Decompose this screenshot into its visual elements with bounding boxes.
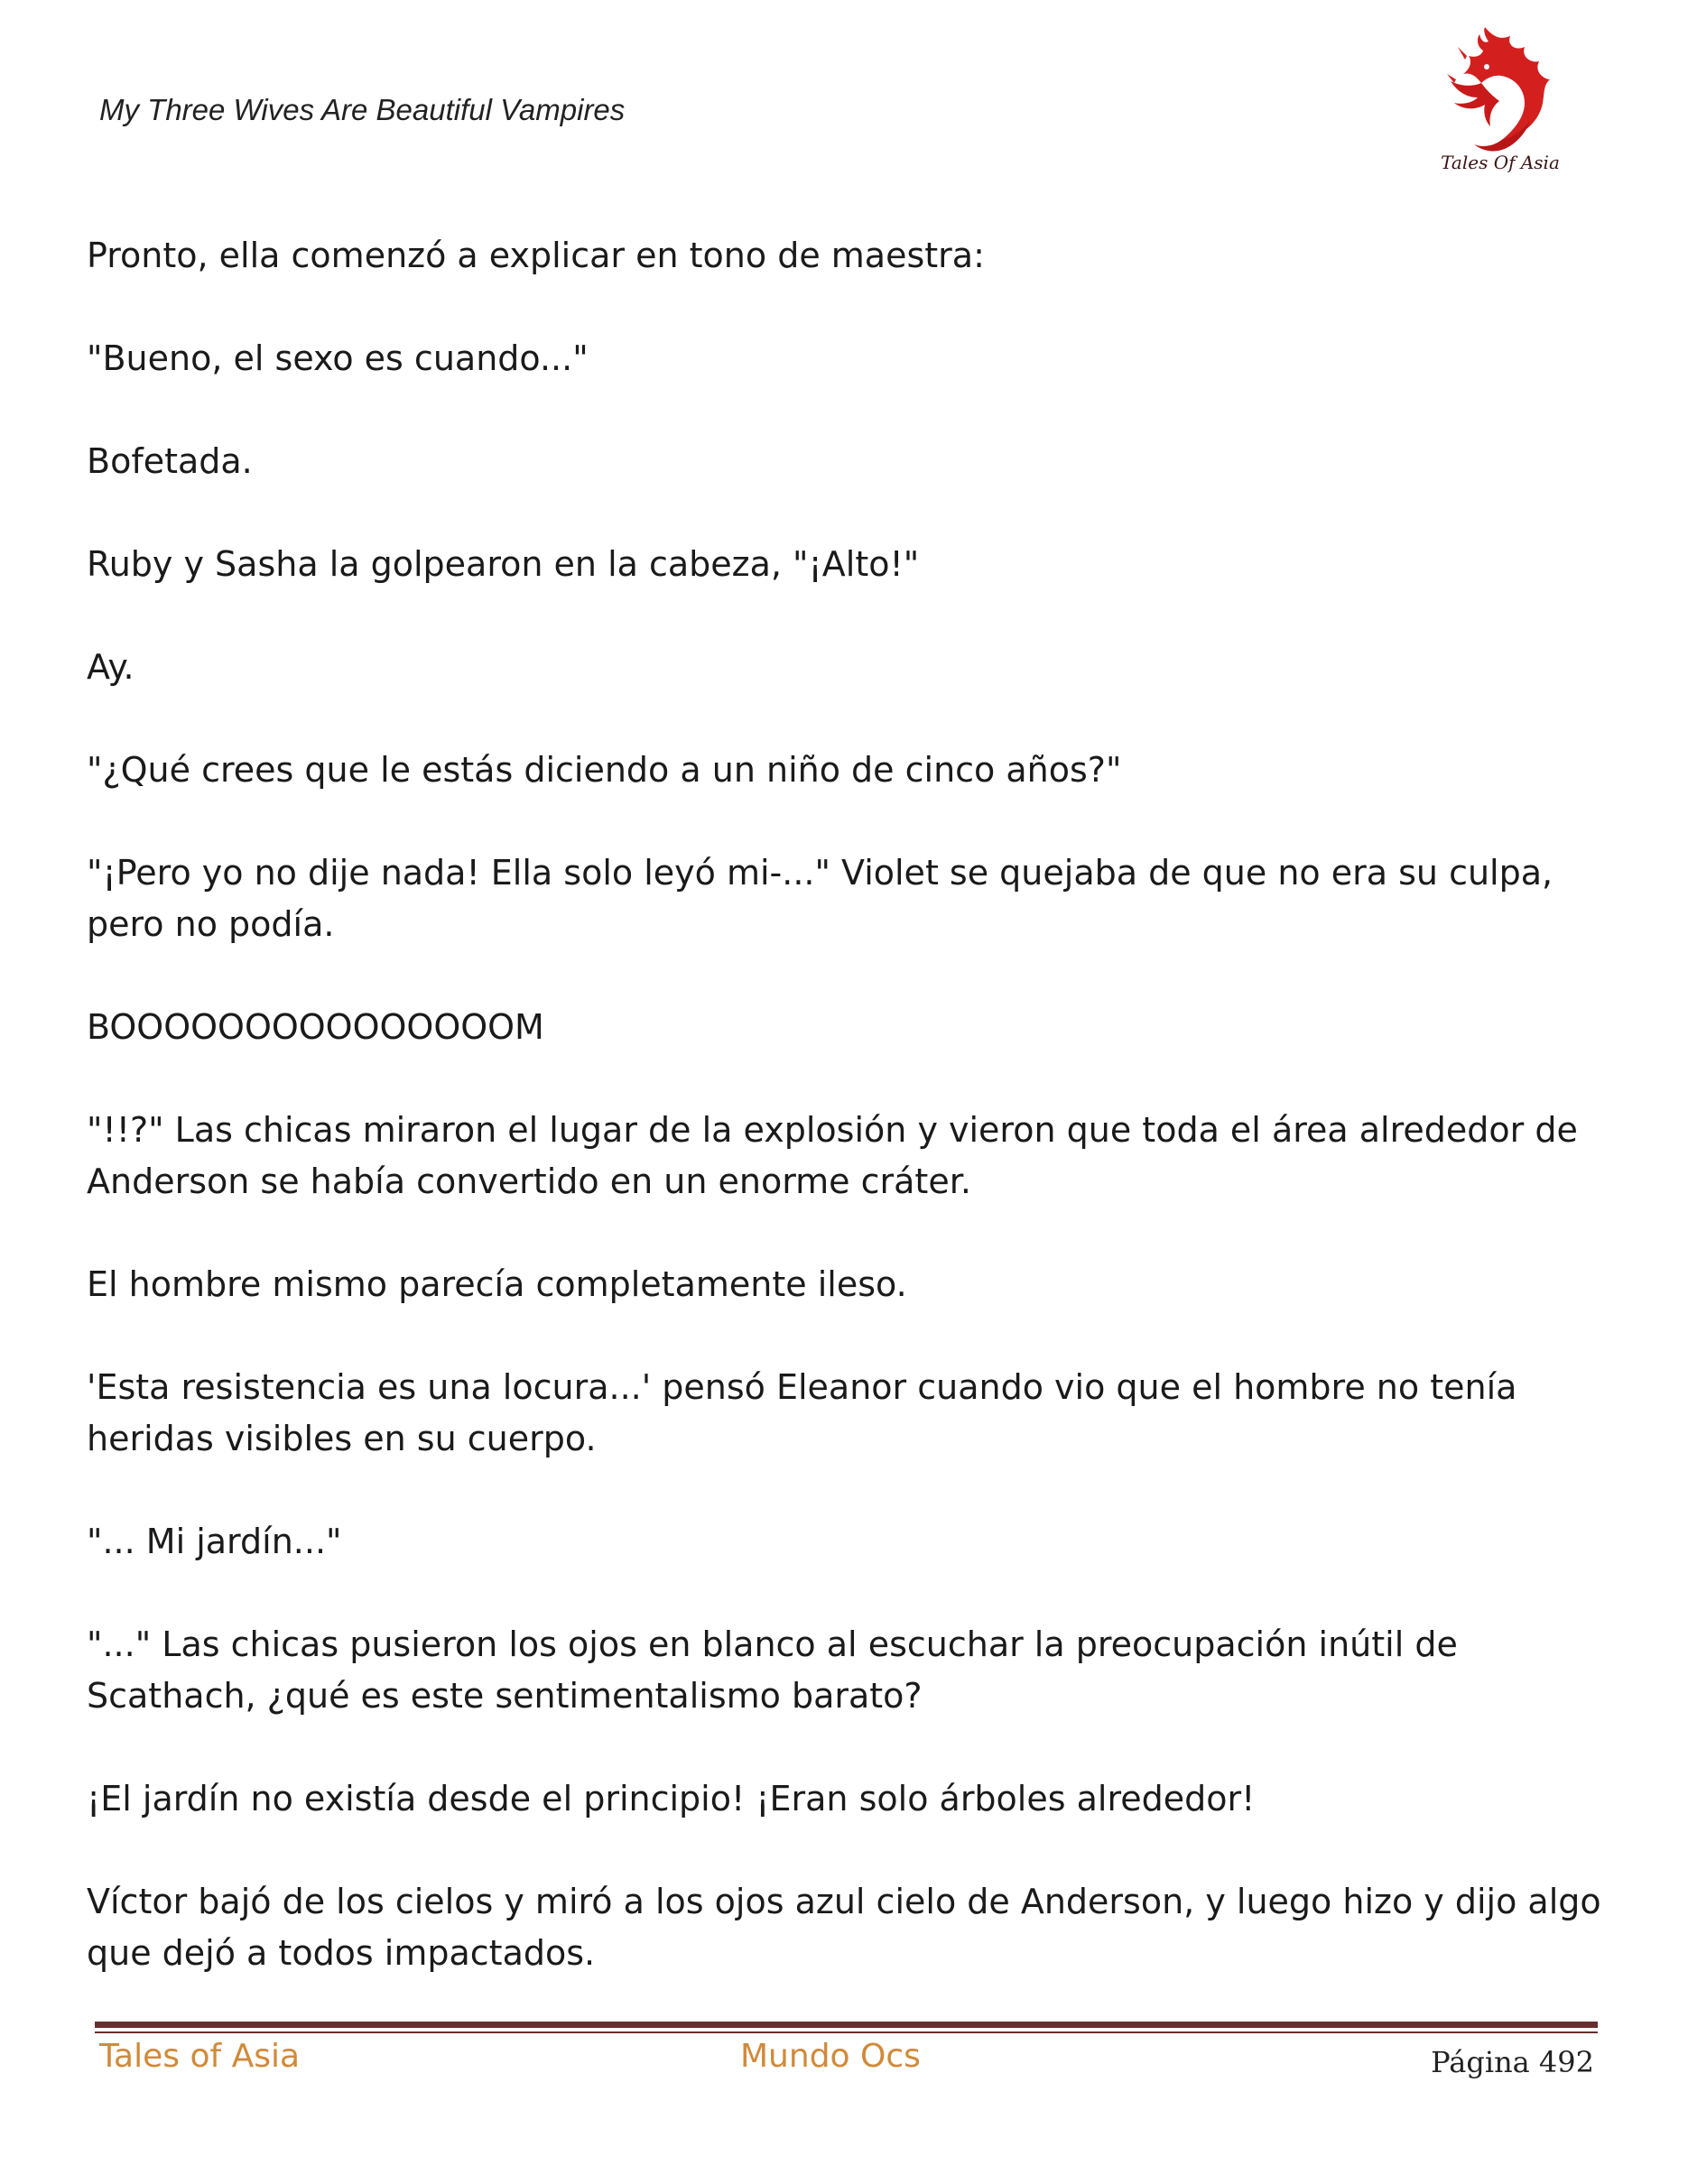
paragraph: El hombre mismo parecía completamente ileso. (87, 1264, 907, 1304)
paragraph: "..." Las chicas pusieron los ojos en blanco al escuchar la preocupación inútil de Scathach, ¿qué es este sentimentalismo barato? (87, 1624, 1469, 1716)
logo-text: Tales Of Asia (1441, 152, 1560, 173)
paragraph: "... Mi jardín..." (87, 1522, 342, 1561)
footer-site: Mundo Ocs (740, 2038, 921, 2075)
paragraph: Bofetada. (87, 441, 253, 481)
page-number: Página 492 (1431, 2045, 1594, 2079)
paragraph: Pronto, ella comenzó a explicar en tono de maestra: (87, 236, 985, 275)
paragraph: "Bueno, el sexo es cuando..." (87, 338, 589, 378)
paragraph: "!!?" Las chicas miraron el lugar de la explosión y vieron que toda el área alrededor de Anderson se había convertido en un enorme cráter. (87, 1110, 1589, 1201)
paragraph: ¡El jardín no existía desde el principio! ¡Eran solo árboles alrededor! (87, 1779, 1256, 1818)
paragraph: BOOOOOOOOOOOOOOOM (87, 1007, 544, 1047)
paragraph: "¡Pero yo no dije nada! Ella solo leyó mi-..." Violet se quejaba de que no era su culpa, pero no podía. (87, 853, 1564, 944)
book-title: My Three Wives Are Beautiful Vampires (99, 93, 626, 126)
footer-publisher: Tales of Asia (99, 2038, 301, 2075)
paragraph: 'Esta resistencia es una locura...' pensó Eleanor cuando vio que el hombre no tenía heridas visibles en su cuerpo. (87, 1367, 1528, 1458)
footer-rule (95, 2022, 1598, 2028)
paragraph: Ay. (87, 647, 134, 687)
paragraph: Ruby y Sasha la golpearon en la cabeza, "¡Alto!" (87, 544, 920, 584)
page-body (87, 230, 1621, 2031)
paragraph: Víctor bajó de los cielos y miró a los ojos azul cielo de Anderson, y luego hizo y dijo algo que dejó a todos impactados. (87, 1882, 1612, 1973)
footer-rule-thin (95, 2031, 1598, 2033)
paragraph: "¿Qué crees que le estás diciendo a un niño de cinco años?" (87, 750, 1122, 790)
